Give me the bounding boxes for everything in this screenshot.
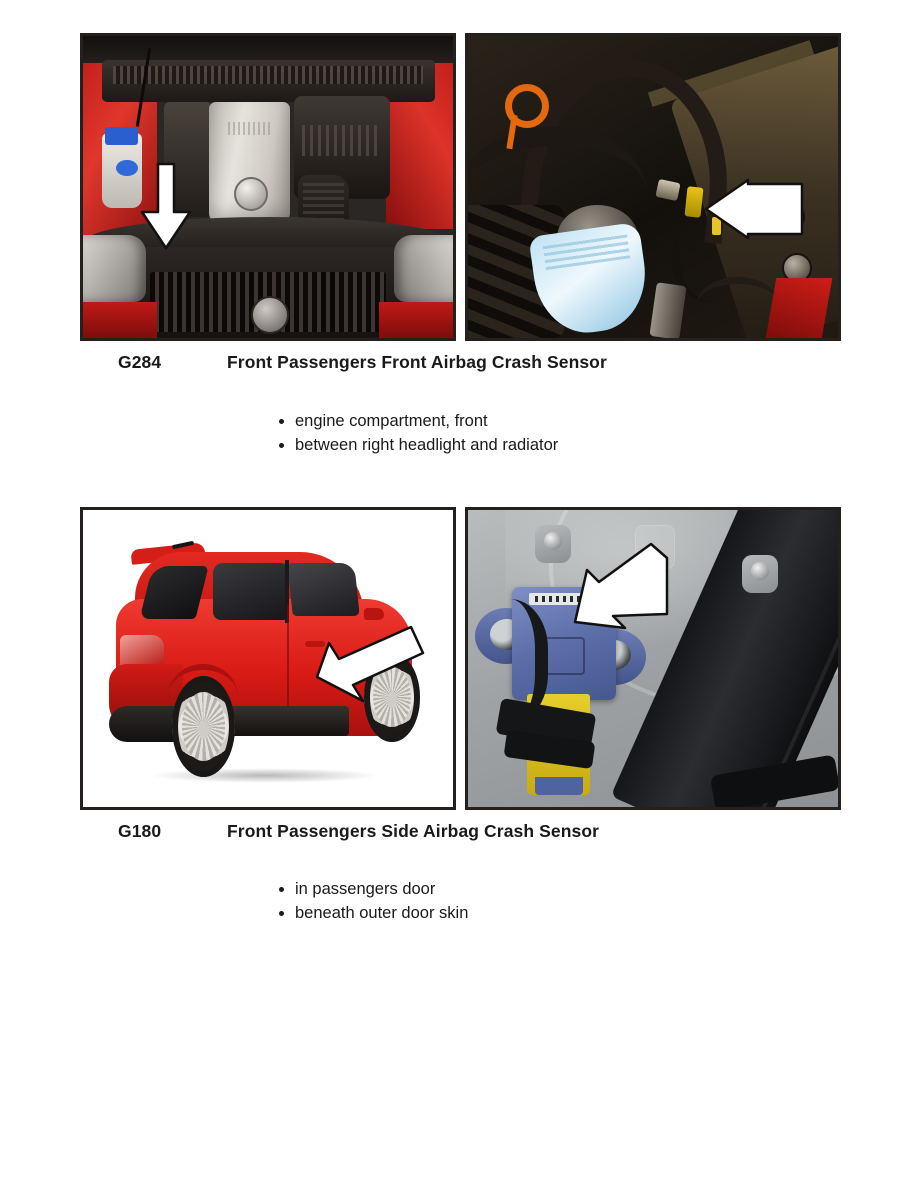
callout-arrow-up-left-icon — [315, 625, 425, 715]
bumper-lip-right — [379, 302, 453, 338]
list-item-text: in passengers door — [295, 880, 436, 898]
component-code: G284 — [118, 352, 162, 372]
ground-shadow — [150, 768, 379, 783]
side-airbag-sensor-photo — [465, 507, 841, 810]
crash-sensor-closeup-photo — [465, 33, 841, 341]
metal-pipe — [649, 282, 686, 338]
vehicle-side-view-illustration — [80, 507, 456, 810]
list-item — [279, 433, 558, 457]
component-title: Front Passengers Front Airbag Crash Sensor — [227, 352, 607, 372]
list-item — [279, 409, 558, 433]
bullet-icon — [279, 443, 284, 448]
callout-arrow-left-icon — [704, 178, 804, 240]
engine-cover — [209, 102, 290, 223]
door-window-front — [287, 563, 359, 616]
headlight-left — [83, 235, 146, 301]
vw-front-emblem-icon — [251, 296, 289, 334]
cowl-grille — [113, 66, 424, 84]
air-box-ribs — [302, 125, 383, 156]
engine-cover-stamp — [228, 122, 270, 135]
callout-arrow-down-icon — [138, 164, 194, 250]
hood-shadow — [83, 36, 453, 63]
bumper-lip-left — [83, 302, 157, 338]
list-item — [279, 877, 468, 901]
side-airbag-sensor-scene — [468, 510, 838, 807]
crash-sensor-closeup-scene — [468, 36, 838, 338]
headlight-right — [394, 235, 453, 301]
bullet-icon — [279, 911, 284, 916]
door-window-rear — [213, 563, 287, 619]
list-item-text: engine compartment, front — [295, 412, 488, 430]
list-item — [279, 901, 468, 925]
bullet-icon — [279, 419, 284, 424]
component-title: Front Passengers Side Airbag Crash Sensor — [227, 821, 600, 841]
location-list-g284 — [279, 409, 558, 457]
engine-bay-overview-scene — [83, 36, 453, 338]
side-mirror — [364, 608, 384, 620]
component-code: G180 — [118, 821, 162, 841]
engine-bay-overview-photo — [80, 33, 456, 341]
wiring-loom-lower — [697, 277, 778, 332]
rear-wheel-hub — [198, 721, 209, 739]
mounting-stud-left — [535, 525, 571, 563]
list-item-text: between right headlight and radiator — [295, 436, 559, 454]
vw-badge-icon — [234, 177, 268, 211]
callout-arrow-down-left-icon — [573, 542, 669, 630]
mounting-stud-right — [742, 555, 778, 593]
connector-blue-tip — [535, 777, 583, 795]
blue-cap-upper — [105, 127, 138, 145]
location-list-g180 — [279, 877, 468, 925]
rear-wheel — [172, 676, 235, 777]
vehicle-side-view-scene — [83, 510, 453, 807]
bullet-icon — [279, 887, 284, 892]
list-item-text: beneath outer door skin — [295, 904, 469, 922]
washer-cap-ribs — [542, 232, 629, 270]
red-body-panel — [766, 278, 832, 338]
